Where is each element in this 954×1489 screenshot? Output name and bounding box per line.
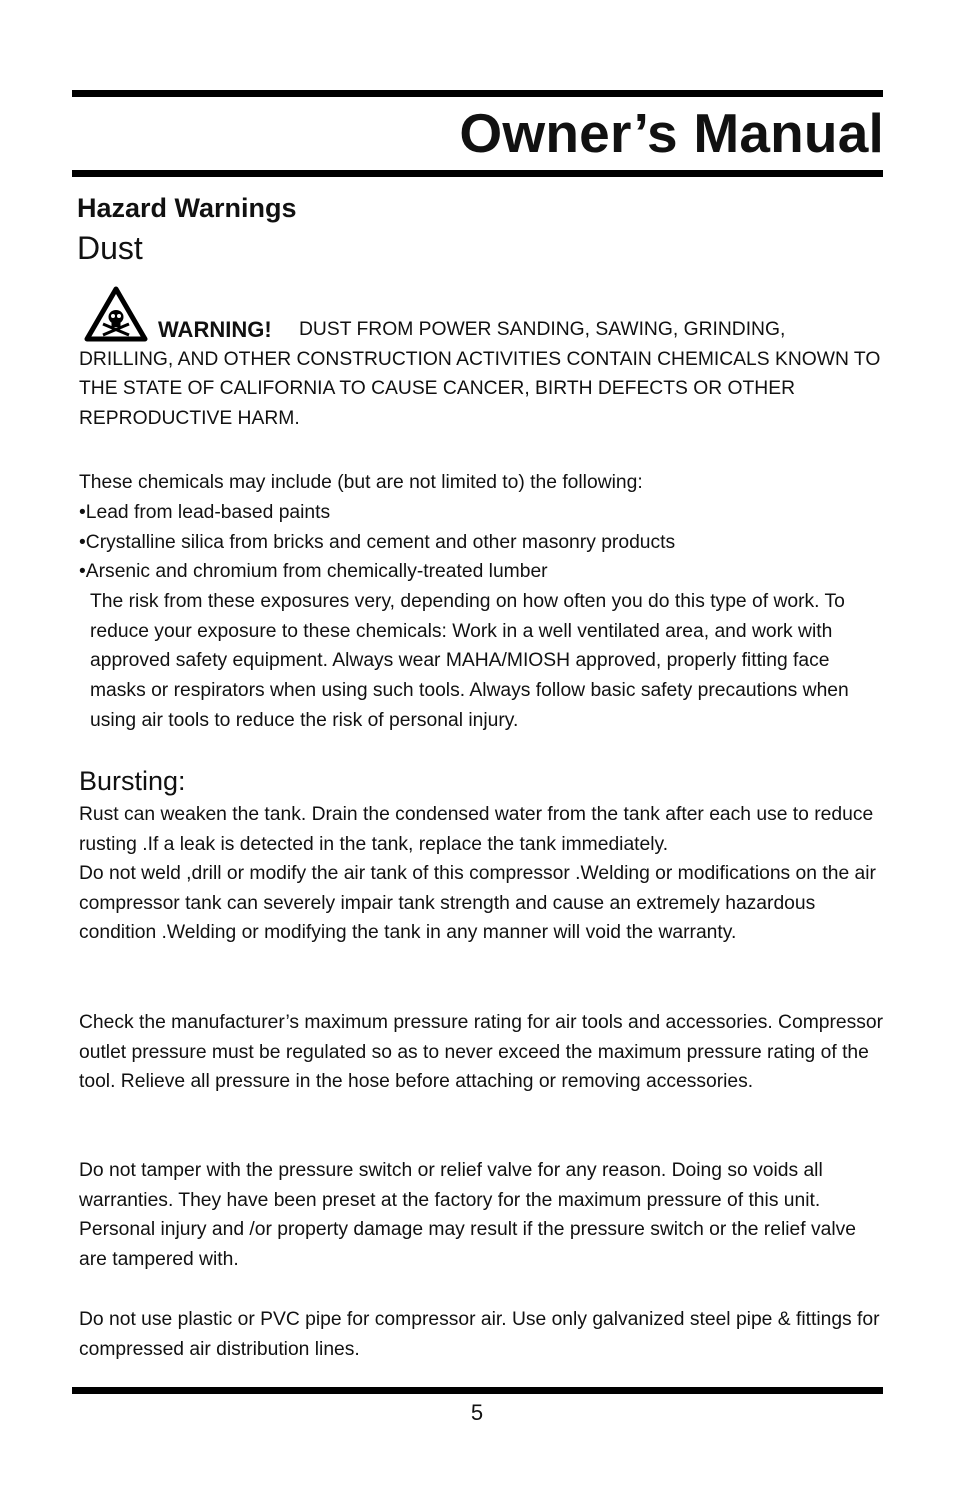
warning-label: WARNING! <box>158 317 272 342</box>
list-item: • Arsenic and chromium from chemically-treated lumber <box>79 557 884 587</box>
chemicals-intro: These chemicals may include (but are not limited to) the following: <box>79 472 643 493</box>
section-heading: Hazard Warnings <box>77 193 297 223</box>
list-item: • Crystalline silica from bricks and cement and other masonry products <box>79 528 884 558</box>
bursting-paragraph: Rust can weaken the tank. Drain the condensed water from the tank after each use to reduce rusting .If a leak is detected in the tank, replace the tank immediately. <box>79 804 874 855</box>
warning-text: DUST FROM POWER SANDING, SAWING, GRINDING, DRILLING, AND OTHER CONSTRUCTION ACTIVITIES CONTAIN CHEMICALS KNOWN TO THE STATE OF CALIFORNIA TO CAUSE CANCER, BIRTH DEFECTS OR OTHER REPRODUCTIVE HARM. <box>79 319 881 430</box>
bursting-paragraph: Do not use plastic or PVC pipe for compressor air. Use only galvanized steel pipe & fittings for compressed air distribution lines. <box>79 1309 880 1360</box>
dust-heading: Dust <box>77 230 143 266</box>
list-item: • Lead from lead-based paints <box>79 498 884 528</box>
header-top-rule <box>72 90 883 97</box>
bursting-heading: Bursting: <box>79 766 186 796</box>
page-number: 5 <box>470 1400 484 1425</box>
bursting-paragraph: Check the manufacturer’s maximum pressure rating for air tools and accessories. Compressor outlet pressure must be regulated so as to never exceed the maximum pressure rating of the tool. Relieve all pressure in the hose before attaching or removing accessories. <box>79 1012 884 1093</box>
bursting-paragraph: Do not weld ,drill or modify the air tank of this compressor .Welding or modifications on the air compressor tank can severely impair tank strength and cause an extremely hazardous condition .Welding or modifying the tank in any manner will void the warranty. <box>79 863 876 944</box>
bursting-paragraph: Do not tamper with the pressure switch or relief valve for any reason. Doing so voids all warranties. They have been preset at the factory for the maximum pressure of this unit. Personal injury and /or property damage may result if the pressure switch or the relief valve are tampered with. <box>79 1160 856 1271</box>
chemicals-list <box>79 498 884 587</box>
header-bottom-rule <box>72 170 883 177</box>
footer-rule <box>72 1387 883 1394</box>
risk-paragraph: The risk from these exposures very, depending on how often you do this type of work. To reduce your exposure to these chemicals: Work in a well ventilated area, and work with approved safety equipment. Always wear MAHA/MIOSH approved, properly fitting face masks or respirators when using such tools. Always follow basic safety precautions when using air tools to reduce the risk of personal injury. <box>90 591 849 731</box>
page-title: Owner’s Manual <box>459 102 884 164</box>
